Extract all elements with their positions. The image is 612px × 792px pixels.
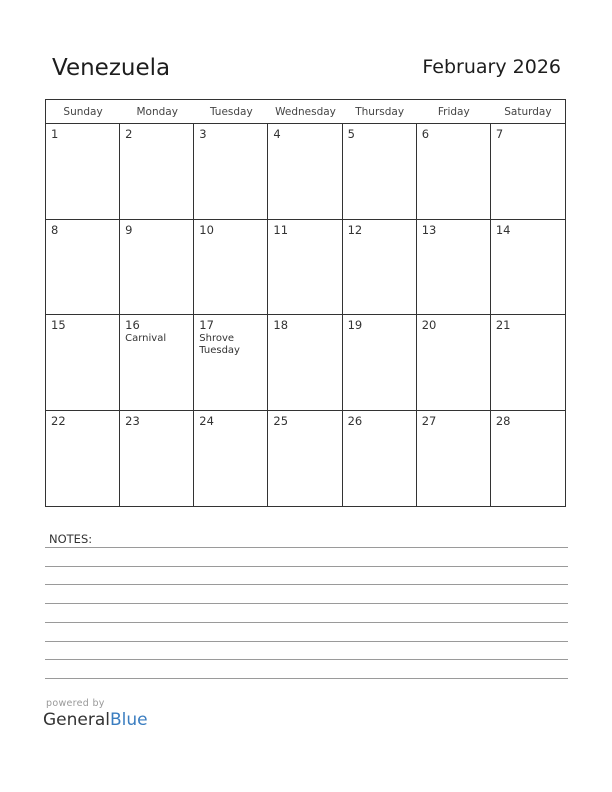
day-cell (194, 411, 268, 507)
day-number: 10 (199, 222, 214, 237)
note-line (45, 622, 568, 623)
day-number: 12 (347, 222, 363, 237)
day-cell (194, 220, 268, 315)
weekday-thursday: Thursday (355, 106, 405, 118)
brand-general-text: General (43, 710, 110, 730)
weekday-friday: Friday (437, 106, 470, 118)
day-cell (46, 220, 120, 315)
day-cell (120, 315, 194, 410)
day-number: 26 (347, 413, 363, 428)
day-cell (343, 124, 417, 219)
day-cell (343, 315, 417, 410)
note-line (45, 603, 568, 604)
day-cell (120, 124, 194, 219)
weekday-header (46, 100, 565, 124)
day-number: 11 (273, 222, 289, 237)
day-number: 1 (51, 127, 59, 141)
day-cell (417, 124, 491, 219)
day-number: 8 (51, 222, 59, 237)
note-line (45, 566, 568, 567)
month-title: February 2026 (422, 56, 561, 78)
day-number: 13 (421, 222, 437, 237)
day-cell (343, 411, 417, 507)
country-title: Venezuela (52, 55, 171, 81)
day-cell (491, 315, 565, 410)
day-number: 22 (51, 413, 66, 428)
day-cell (120, 411, 194, 507)
note-line (45, 659, 568, 660)
day-cell (120, 220, 194, 315)
day-cell (343, 220, 417, 315)
day-number: 19 (347, 318, 363, 332)
day-cell (491, 124, 565, 219)
day-number: 16 (125, 318, 140, 332)
day-cell (46, 315, 120, 410)
day-cell (491, 411, 565, 507)
day-number: 21 (495, 318, 511, 332)
generalblue-logo[interactable] (43, 710, 148, 730)
day-cell (268, 124, 342, 219)
day-number: 2 (125, 127, 133, 141)
day-number: 14 (495, 222, 511, 237)
day-number: 5 (347, 127, 355, 141)
day-cell (268, 315, 342, 410)
notes-label: NOTES: (49, 532, 93, 546)
note-line (45, 584, 568, 585)
brand-blue-text: Blue (110, 710, 148, 730)
holiday-label: Shrove Tuesday (199, 333, 240, 356)
weekday-wednesday: Wednesday (275, 106, 336, 118)
note-line (45, 547, 568, 548)
day-cell (268, 220, 342, 315)
day-number: 25 (273, 413, 289, 428)
calendar-grid (45, 99, 566, 507)
day-number: 24 (199, 413, 214, 428)
week-row (46, 315, 565, 411)
note-line (45, 641, 568, 642)
day-number: 20 (421, 318, 437, 332)
day-cell (417, 411, 491, 507)
day-cell (417, 220, 491, 315)
day-number: 4 (273, 127, 281, 141)
day-cell (194, 124, 268, 219)
day-number: 17 (199, 318, 214, 332)
day-number: 15 (51, 318, 66, 332)
note-line (45, 678, 568, 679)
day-number: 28 (495, 413, 511, 428)
day-number: 27 (421, 413, 437, 428)
weekday-sunday: Sunday (63, 106, 103, 118)
day-cell (46, 411, 120, 507)
day-cell (268, 411, 342, 507)
day-number: 18 (273, 318, 289, 332)
day-number: 6 (421, 127, 430, 141)
day-cell (46, 124, 120, 219)
week-row (46, 124, 565, 220)
weekday-monday: Monday (136, 106, 178, 118)
day-cell (491, 220, 565, 315)
weekday-saturday: Saturday (504, 106, 552, 118)
day-number: 23 (125, 413, 140, 428)
day-cell (194, 315, 268, 410)
weekday-tuesday: Tuesday (209, 106, 253, 118)
week-row (46, 411, 565, 507)
day-cell (417, 315, 491, 410)
day-number: 3 (199, 127, 207, 141)
day-number: 9 (125, 222, 133, 237)
powered-by-text: powered by (46, 698, 105, 709)
holiday-label: Carnival (125, 333, 167, 344)
day-number: 7 (495, 127, 504, 141)
week-row (46, 220, 565, 316)
